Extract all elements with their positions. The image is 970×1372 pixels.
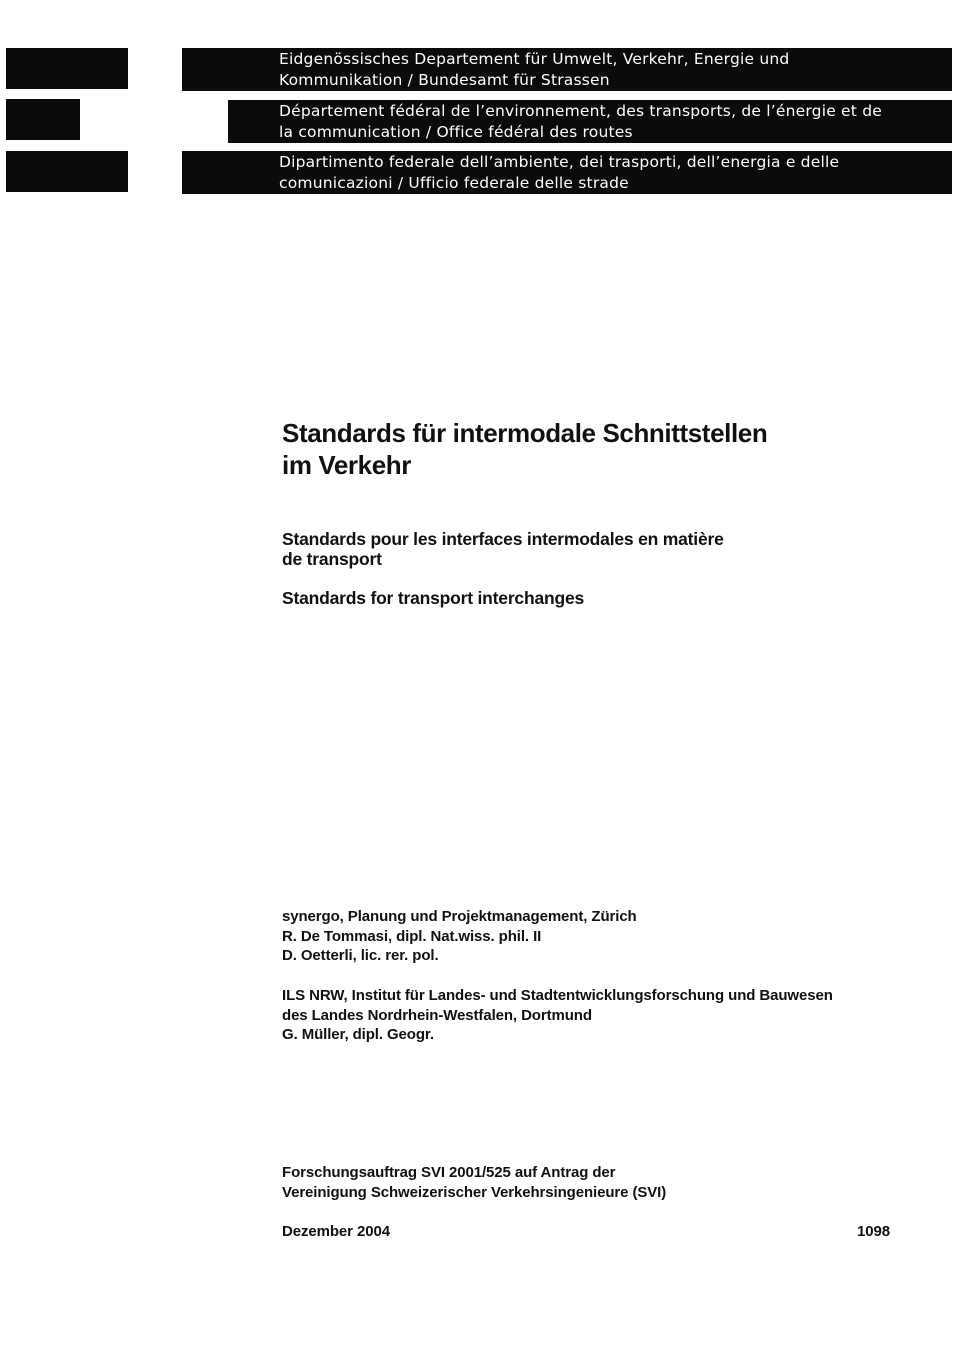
report-title-line1: Standards für intermodale Schnittstellen (282, 418, 768, 448)
department-band-italian (182, 151, 952, 194)
logo-block-middle (6, 99, 80, 140)
author-line: des Landes Nordrhein-Westfalen, Dortmund (282, 1006, 592, 1024)
subtitle-french-line1: Standards pour les interfaces intermodales en matière (282, 529, 724, 549)
report-title (282, 417, 767, 481)
publication-date: Dezember 2004 (282, 1223, 390, 1240)
logo-block-bottom (6, 151, 128, 192)
department-band-french (228, 100, 952, 143)
subtitle-english: Standards for transport interchanges (282, 588, 585, 608)
report-title-line2: im Verkehr (282, 450, 411, 480)
department-italian-line2: comunicazioni / Ufficio federale delle strade (279, 174, 629, 192)
department-band-german (182, 48, 952, 91)
author-line: G. Müller, dipl. Geogr. (282, 1026, 434, 1043)
department-french-line1: Département fédéral de l’environnement, des transports, de l’énergie et de (279, 102, 882, 120)
department-french-line2: la communication / Office fédéral des routes (279, 123, 633, 141)
report-number: 1098 (857, 1223, 890, 1240)
author-line: synergo, Planung und Projektmanagement, Zürich (282, 908, 637, 925)
author-line: ILS NRW, Institut für Landes- und Stadtentwicklungsforschung und Bauwesen (282, 987, 833, 1004)
subtitle-french (282, 529, 724, 569)
commission-line1: Forschungsauftrag SVI 2001/525 auf Antrag der (282, 1164, 616, 1181)
author-line: R. De Tommasi, dipl. Nat.wiss. phil. II (282, 927, 542, 945)
commission-line2: Vereinigung Schweizerischer Verkehrsingenieure (SVI) (282, 1183, 667, 1201)
department-italian-line1: Dipartimento federale dell’ambiente, dei trasporti, dell’energia e delle (279, 153, 840, 171)
research-commission (282, 1163, 666, 1202)
logo-block-top (6, 48, 128, 89)
author-line: D. Oetterli, lic. rer. pol. (282, 947, 439, 964)
subtitle-french-line2: de transport (282, 549, 382, 569)
author-group-synergo (282, 907, 637, 966)
author-group-ils (282, 986, 833, 1045)
department-german-line2: Kommunikation / Bundesamt für Strassen (279, 71, 610, 89)
department-german-line1: Eidgenössisches Departement für Umwelt, Verkehr, Energie und (279, 50, 790, 68)
